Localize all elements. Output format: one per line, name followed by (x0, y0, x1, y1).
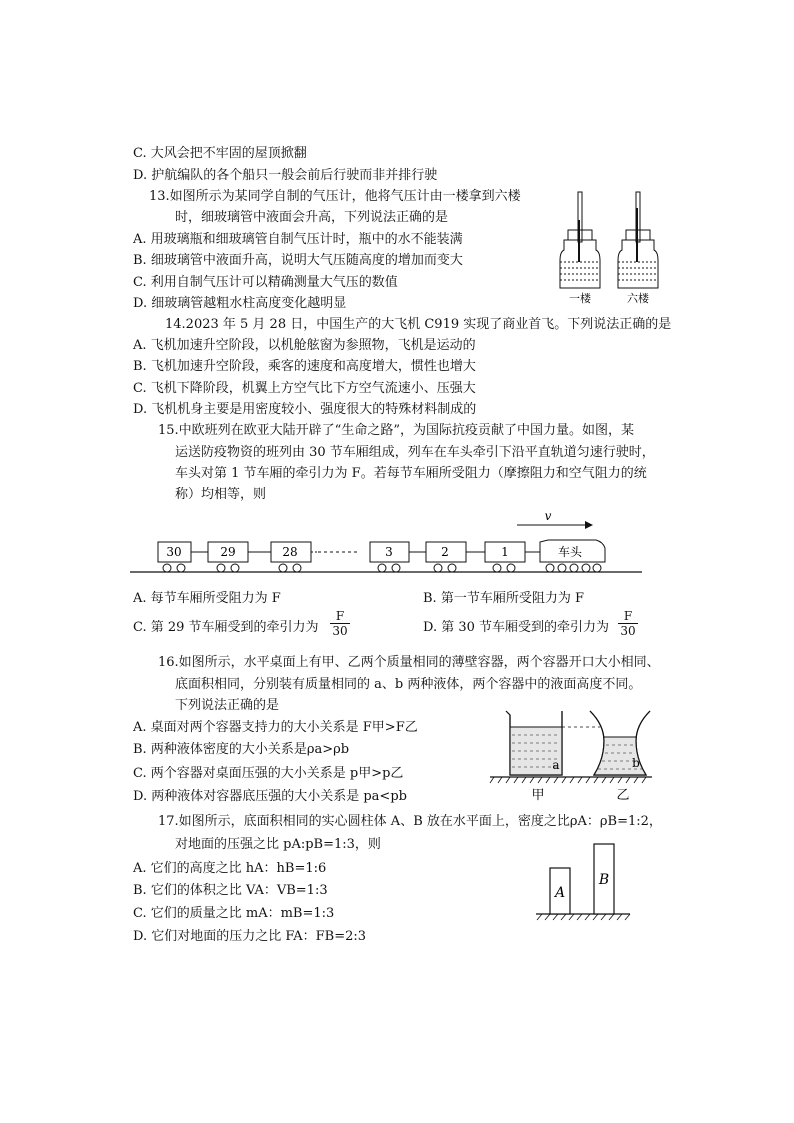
car-number: 30 (166, 545, 182, 559)
q17-option-c: C. 它们的质量之比 mA：mB=1:3 (133, 906, 335, 921)
velocity-arrow (517, 509, 593, 529)
q13-stem-line1: 13.如图所示为某同学自制的气压计，他将气压计由一楼拿到六楼 (149, 189, 521, 204)
q16-option-c: C. 两个容器对桌面压强的大小关系是 p甲>p乙 (133, 766, 404, 781)
q15-option-a: A. 每节车厢所受阻力为 F (133, 591, 281, 606)
cylinders-figure (534, 838, 634, 924)
car-number: 3 (385, 545, 393, 559)
barometer-bottle-first-floor (560, 192, 600, 288)
q14-option-a: A. 飞机加速升空阶段，以机舱舷窗为参照物，飞机是运动的 (133, 338, 476, 353)
car-1 (485, 542, 525, 572)
q16-stem-line3: 下列说法正确的是 (175, 698, 280, 713)
q15-option-d-fraction (618, 609, 638, 638)
car-number: 2 (441, 545, 449, 559)
q15-stem-line4: 称）均相等，则 (175, 487, 267, 502)
liquid-b-label: b (632, 756, 640, 770)
fraction-denominator: 30 (330, 623, 350, 638)
q14-stem: 14.2023 年 5 月 28 日，中国生产的大飞机 C919 实现了商业首飞。下列说法正确的是 (165, 317, 672, 332)
q16-option-a: A. 桌面对两个容器支持力的大小关系是 F甲>F乙 (133, 720, 418, 735)
q15-option-c: C. 第 29 节车厢受到的牵引力为 (133, 620, 319, 635)
cylinder-a-label: A (554, 885, 566, 901)
q13-option-b: B. 细玻璃管中液面升高，说明大气压随高度的增加而变大 (133, 253, 463, 268)
fraction-numerator: F (623, 609, 633, 623)
barometer-label-first-floor: 一楼 (569, 292, 591, 305)
cylinder-a (550, 868, 570, 914)
q15-option-c-fraction (330, 609, 350, 638)
q16-option-b: B. 两种液体密度的大小关系是ρa>ρb (133, 742, 350, 757)
liquid-a-label: a (552, 758, 560, 772)
q15-stem-line3: 车头对第 1 节车厢的牵引力为 F。若每节车厢所受阻力（摩擦阻力和空气阻力的统 (175, 466, 647, 481)
q14-option-b: B. 飞机加速升空阶段，乘客的速度和高度增大，惯性也增大 (133, 359, 476, 374)
q13-option-c: C. 利用自制气压计可以精确测量大气压的数值 (133, 275, 398, 290)
cylinder-b-label: B (598, 872, 610, 888)
q13-option-d: D. 细玻璃管越粗水柱高度变化越明显 (133, 296, 347, 311)
q15-stem-line1: 15.中欧班列在欧亚大陆开辟了“生命之路”，为国际抗疫贡献了中国力量。如图，某 (158, 423, 634, 438)
container-jia (506, 711, 562, 775)
q16-stem-line2: 底面积相同，分别装有质量相同的 a、b 两种液体，两个容器中的液面高度不同。 (175, 677, 642, 692)
q14-option-c: C. 飞机下降阶段，机翼上方空气比下方空气流速小、压强大 (133, 381, 476, 396)
q17-option-a: A. 它们的高度之比 hA：hB=1:6 (133, 861, 327, 876)
fraction-numerator: F (335, 609, 345, 623)
car-number: 29 (220, 545, 236, 559)
car-number: 1 (501, 545, 509, 559)
velocity-label: v (544, 509, 552, 523)
q15-option-b: B. 第一节车厢所受阻力为 F (423, 591, 584, 606)
container-yi (590, 711, 650, 775)
cylinder-b (594, 844, 614, 914)
car-3 (370, 542, 409, 572)
containers-figure (486, 705, 656, 805)
q17-option-b: B. 它们的体积之比 VA：VB=1:3 (133, 883, 328, 898)
car-2 (426, 542, 466, 572)
car-number: 28 (282, 545, 298, 559)
q17-stem-line2: 对地面的压强之比 pA:pB=1:3，则 (175, 837, 381, 852)
q13-option-a: A. 用玻璃瓶和细玻璃管自制气压计时，瓶中的水不能装满 (133, 232, 463, 247)
q15-stem-line2: 运送防疫物资的班列由 30 节车厢组成，列车在车头牵引下沿平直轨道匀速行驶时， (175, 445, 655, 460)
car-30 (158, 542, 191, 572)
container-yi-label: 乙 (616, 788, 630, 803)
engine-label: 车头 (557, 545, 583, 559)
barometer-figure (550, 190, 670, 310)
car-28 (271, 542, 311, 572)
car-29 (208, 542, 248, 572)
q16-option-d: D. 两种液体对容器底压强的大小关系是 pa<pb (133, 789, 407, 804)
q14-option-d: D. 飞机机身主要是用密度较小、强度很大的特殊材料制成的 (133, 402, 477, 417)
q12-option-c: C. 大风会把不牢固的屋顶掀翻 (133, 146, 307, 161)
fraction-denominator: 30 (618, 623, 638, 638)
q17-option-d: D. 它们对地面的压力之比 FA：FB=2:3 (133, 929, 367, 944)
train-figure (130, 508, 650, 578)
locomotive (540, 540, 605, 572)
q16-stem-line1: 16.如图所示，水平桌面上有甲、乙两个质量相同的薄壁容器，两个容器开口大小相同、 (158, 655, 660, 670)
q13-stem-line2: 时，细玻璃管中液面会升高，下列说法正确的是 (175, 210, 449, 225)
q12-option-d: D. 护航编队的各个船只一般会前后行驶而非并排行驶 (133, 168, 438, 183)
q15-option-d: D. 第 30 节车厢受到的牵引力为 (423, 620, 610, 635)
container-jia-label: 甲 (531, 788, 545, 803)
q17-stem-line1: 17.如图所示，底面积相同的实心圆柱体 A、B 放在水平面上，密度之比ρA：ρB=1:2， (158, 814, 662, 829)
barometer-label-sixth-floor: 六楼 (627, 292, 649, 305)
barometer-bottle-sixth-floor (618, 192, 658, 288)
